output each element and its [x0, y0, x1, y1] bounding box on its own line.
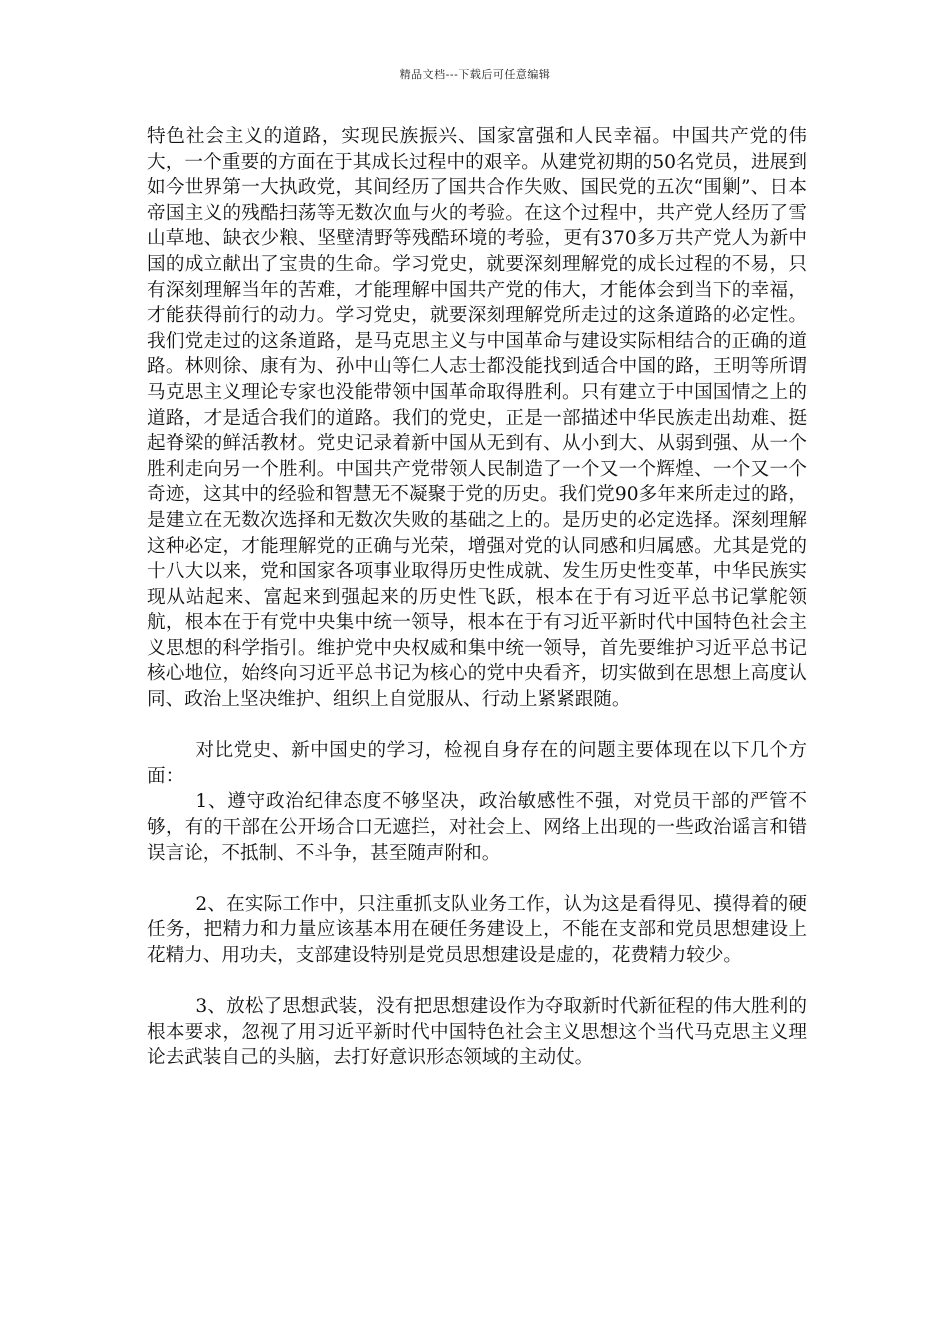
paragraph-problem-3: 3、放松了思想武装，没有把思想建设作为夺取新时代新征程的伟大胜利的根本要求，忽视了用习近平新时代中国特色社会主义思想这个当代马克思主义理论去武装自己的头脑，去打好意识形态领域的主动仗。 [147, 996, 807, 1069]
paragraph-problem-2: 2、在实际工作中，只注重抓支队业务工作，认为这是看得见、摸得着的硬任务，把精力和力量应该基本用在硬任务建设上，不能在支部和党员思想建设上花精力、用功夫，支部建设特别是党员思想建设是虚的，花费精力较少。 [147, 893, 807, 966]
paragraph-problem-1: 1、遵守政治纪律态度不够坚决，政治敏感性不强，对党员干部的严管不够，有的干部在公开场合口无遮拦，对社会上、网络上出现的一些政治谣言和错误言论，不抵制、不斗争，甚至随声附和。 [147, 791, 807, 864]
document-body [147, 124, 807, 1071]
paragraph-party-history: 特色社会主义的道路，实现民族振兴、国家富强和人民幸福。中国共产党的伟大，一个重要的方面在于其成长过程中的艰辛。从建党初期的50名党员，进展到如今世界第一大执政党，其间经历了国共合作失败、国民党的五次“围剿”、日本帝国主义的残酷扫荡等无数次血与火的考验。在这个过程中，共产党人经历了雪山草地、缺衣少粮、坚壁清野等残酷环境的考验，更有370多万共产党人为新中国的成立献出了宝贵的生命。学习党史，就要深刻理解党的成长过程的不易，只有深刻理解当年的苦难，才能理解中国共产党的伟大，才能体会到当下的幸福，才能获得前行的动力。学习党史，就要深刻理解党所走过的这条道路的必定性。我们党走过的这条道路，是马克思主义与中国革命与建设实际相结合的正确的道路。林则徐、康有为、孙中山等仁人志士都没能找到适合中国的路，王明等所谓马克思主义理论专家也没能带领中国革命取得胜利。只有建立于中国国情之上的道路，才是适合我们的道路。我们的党史，正是一部描述中华民族走出劫难、挺起脊梁的鲜活教材。党史记录着新中国从无到有、从小到大、从弱到强、从一个胜利走向另一个胜利。中国共产党带领人民制造了一个又一个辉煌、一个又一个奇迹，这其中的经验和智慧无不凝聚于党的历史。我们党90多年来所走过的路，是建立在无数次选择和无数次失败的基础之上的。是历史的必定选择。深刻理解这种必定，才能理解党的正确与光荣，增强对党的认同感和归属感。尤其是党的十八大以来，党和国家各项事业取得历史性成就、发生历史性变革，中华民族实现从站起来、富起来到强起来的历史性飞跃，根本在于有习近平总书记掌舵领航，根本在于有党中央集中统一领导，根本在于有习近平新时代中国特色社会主义思想的科学指引。维护党中央权威和集中统一领导，首先要维护习近平总书记核心地位，始终向习近平总书记为核心的党中央看齐，切实做到在思想上高度认同、政治上坚决维护、组织上自觉服从、行动上紧紧跟随。 [147, 126, 807, 711]
page-header: 精品文档---下载后可任意编辑 [399, 68, 551, 81]
paragraph-problems-intro: 对比党史、新中国史的学习，检视自身存在的问题主要体现在以下几个方面： [147, 740, 807, 787]
